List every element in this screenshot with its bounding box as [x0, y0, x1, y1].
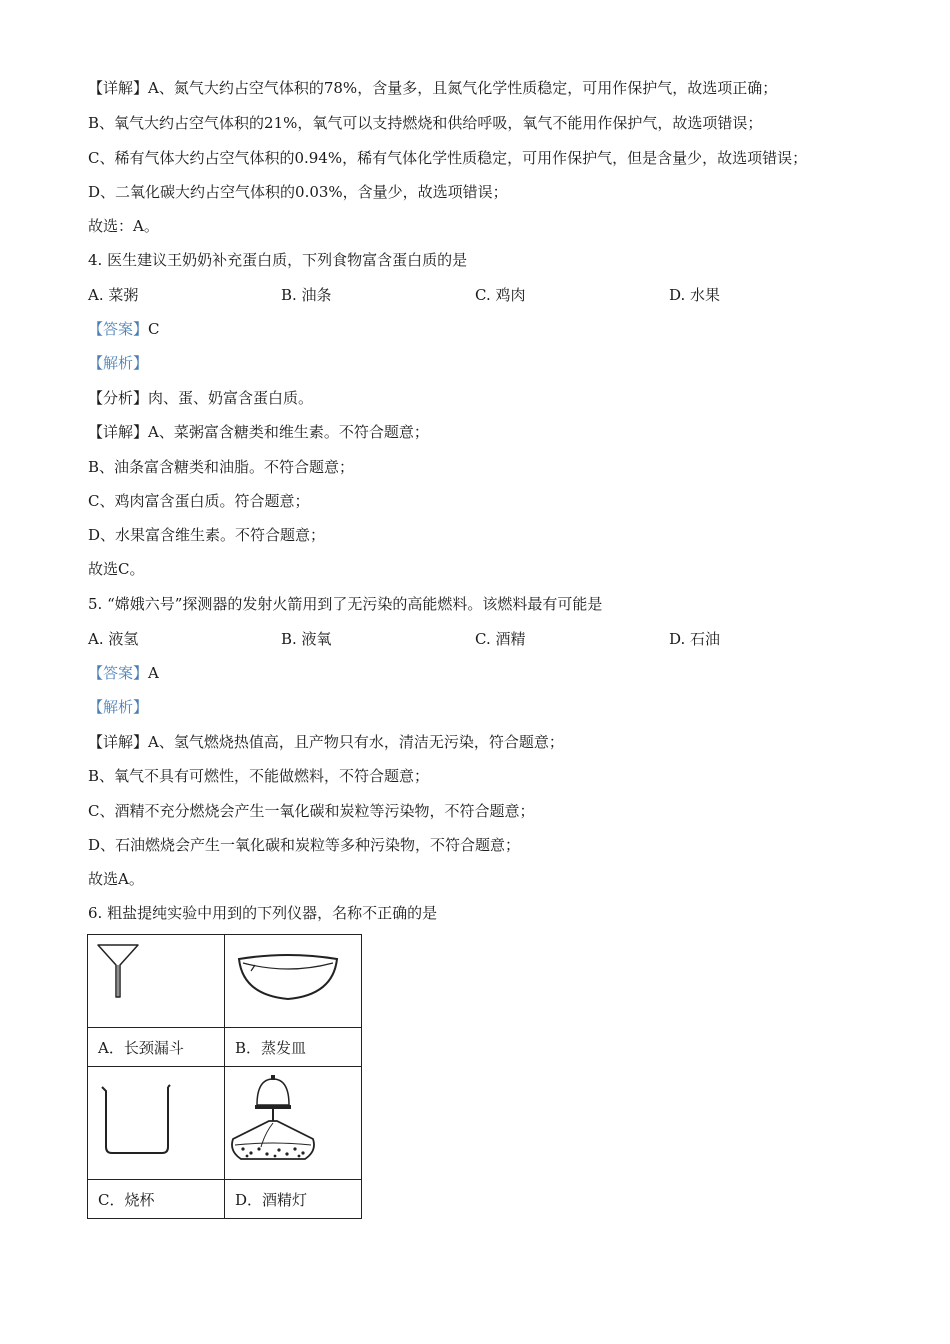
q5-option-c: C. 酒精	[475, 630, 526, 648]
q4-option-d: D. 水果	[669, 286, 721, 304]
q5-stem: 5. “嫦娥六号”探测器的发射火箭用到了无污染的高能燃料。该燃料最有可能是	[88, 595, 603, 613]
q3-detail-a: 【详解】A、氮气大约占空气体积的78%，含量多，且氮气化学性质稳定，可用作保护气，故选项正确；	[88, 79, 778, 97]
q4-option-a: A. 菜粥	[88, 286, 139, 304]
instrument-label-a: A．长颈漏斗	[88, 1028, 225, 1067]
instrument-cell-c	[88, 1067, 225, 1180]
beaker-icon	[88, 1067, 214, 1179]
q5-analysis-heading: 【解析】	[88, 698, 149, 716]
q6-stem: 6. 粗盐提纯实验中用到的下列仪器，名称不正确的是	[88, 904, 438, 922]
q4-detail-d: D、水果富含维生素。不符合题意；	[88, 526, 326, 544]
q5-answer: 【答案】A	[88, 664, 159, 682]
q3-detail-d: D、二氧化碳大约占空气体积的0.03%，含量少，故选项错误；	[88, 183, 508, 201]
q4-fenxi: 【分析】肉、蛋、奶富含蛋白质。	[88, 389, 314, 407]
q5-detail-c: C、酒精不充分燃烧会产生一氧化碳和炭粒等污染物，不符合题意；	[88, 802, 535, 820]
q3-detail-b: B、氧气大约占空气体积的21%，氧气可以支持燃烧和供给呼吸，氧气不能用作保护气，故选项错误；	[88, 114, 763, 132]
instrument-cell-d	[225, 1067, 362, 1180]
q4-detail-b: B、油条富含糖类和油脂。不符合题意；	[88, 458, 355, 476]
q5-option-a: A. 液氢	[88, 630, 139, 648]
q4-stem: 4. 医生建议王奶奶补充蛋白质，下列食物富含蛋白质的是	[88, 251, 468, 269]
instrument-label-b: B．蒸发皿	[225, 1028, 362, 1067]
q5-detail-a: 【详解】A、氢气燃烧热值高，且产物只有水，清洁无污染，符合题意；	[88, 733, 564, 751]
funnel-icon	[88, 935, 214, 1027]
q4-detail-c: C、鸡肉富含蛋白质。符合题意；	[88, 492, 310, 510]
q4-option-c: C. 鸡肉	[475, 286, 526, 304]
instrument-label-d: D．酒精灯	[225, 1180, 362, 1219]
q5-option-b: B. 液氧	[281, 630, 332, 648]
q4-answer: 【答案】C	[88, 320, 160, 338]
alcohol-lamp-icon	[225, 1067, 351, 1179]
q5-choice: 故选A。	[88, 870, 144, 888]
instrument-table	[87, 934, 362, 1219]
q3-choice: 故选：A。	[88, 217, 159, 235]
q5-detail-b: B、氧气不具有可燃性，不能做燃料，不符合题意；	[88, 767, 430, 785]
q4-analysis-heading: 【解析】	[88, 354, 149, 372]
q4-detail-a: 【详解】A、菜粥富含糖类和维生素。不符合题意；	[88, 423, 429, 441]
q3-detail-c: C、稀有气体大约占空气体积的0.94%，稀有气体化学性质稳定，可用作保护气，但是含量少，故选项错误；	[88, 149, 808, 167]
instrument-cell-b	[225, 935, 362, 1028]
evaporating-dish-icon	[225, 935, 351, 1027]
q5-option-d: D. 石油	[669, 630, 721, 648]
instrument-label-c: C．烧杯	[88, 1180, 225, 1219]
q5-detail-d: D、石油燃烧会产生一氧化碳和炭粒等多种污染物，不符合题意；	[88, 836, 521, 854]
q4-choice: 故选C。	[88, 560, 145, 578]
instrument-cell-a	[88, 935, 225, 1028]
q4-option-b: B. 油条	[281, 286, 332, 304]
